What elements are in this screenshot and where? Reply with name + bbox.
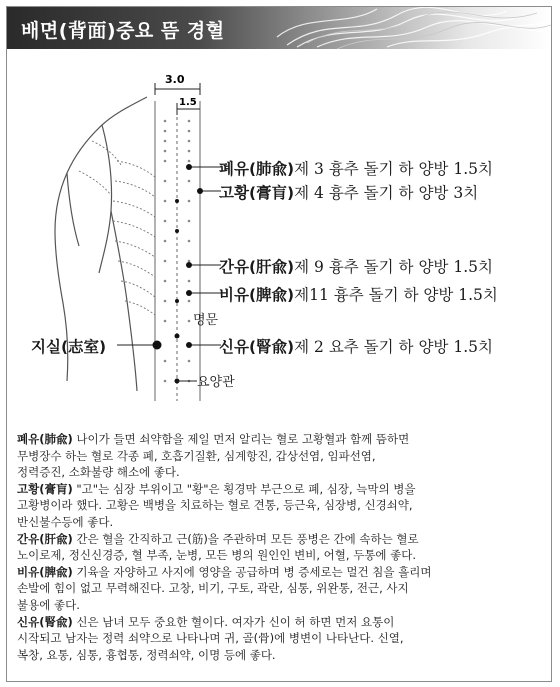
desc-gohwang: 고황(膏肓) "고"는 심장 부위이고 "황"은 횡경막 부근으로 폐, 심장, 늑막의 병을 고황병이라 했다. 고황은 백병을 치료하는 혈로 견통, 등근육, 심장병, 신경쇠약, 반신불수등에 좋다. [17,481,416,529]
decorative-swirl-pattern [267,7,551,49]
description-text [17,431,547,663]
back-acupoint-figure [7,51,551,421]
desc-pyeyu: 폐유(肺兪) 나이가 들면 쇠약함을 제일 먼저 알리는 혈로 고황혈과 함께 뜸하면 무병장수 하는 혈로 각종 폐, 호흡기질환, 심계항진, 갑상선염, 임파선염, 정력증진, 소화불량 해소에 좋다. [17,432,410,480]
point-label-biyu: 비유(脾兪)제11 흉추 돌기 하 양방 1.5치 [219,286,498,304]
label-yoyanggwan: 요양관 [197,375,235,390]
desc-ganyu: 간유(肝兪) 간은 혈을 간직하고 근(筋)을 주관하며 모든 풍병은 간에 속하는 혈로 노이로제, 정신신경증, 혈 부족, 눈병, 모든 병의 원인인 변비, 어혈, 두통에 좋다. [17,531,419,563]
acupoint-markers [153,164,204,384]
point-label-ganyu: 간유(肝兪)제 9 흉추 돌기 하 양방 1.5치 [219,258,493,276]
point-label-jisil: 지실(志室) [31,338,107,356]
label-myeongmun: 명문 [193,313,219,328]
desc-sinyu: 신유(腎兪) 신은 남녀 모두 중요한 혈이다. 여자가 신이 허 하면 먼저 요통이 시작되고 남자는 정력 쇠약으로 나타나며 귀, 골(骨)에 병변이 나타난다. 신열, 복창, 요통, 심통, 흉협통, 정력쇠약, 이명 등에 좋다. [17,614,404,662]
measure-outer-label: 3.0 [165,73,185,86]
desc-biyu: 비유(脾兪) 기육을 자양하고 사지에 영양을 공급하며 병 증세로는 멀건 침을 흘리며 손발에 힘이 없고 무력해진다. 고창, 비기, 구토, 곽란, 심통, 위완통, 전근, 사지 불용에 좋다. [17,564,432,612]
rib-lines [79,141,155,315]
page-title: 배면(背面)중요 뜸 경혈 [21,20,225,42]
point-label-pyeyu: 폐유(肺兪)제 3 흉추 돌기 하 양방 1.5치 [219,160,493,178]
content-frame [6,6,552,682]
title-banner [7,7,551,49]
measure-inner-label: 1.5 [179,97,197,108]
point-label-sinyu: 신유(腎兪)제 2 요추 돌기 하 양방 1.5치 [219,338,493,356]
point-label-gohwang: 고황(膏肓)제 4 흉추 돌기 하 양방 3치 [219,184,479,202]
spine-column [155,101,200,401]
